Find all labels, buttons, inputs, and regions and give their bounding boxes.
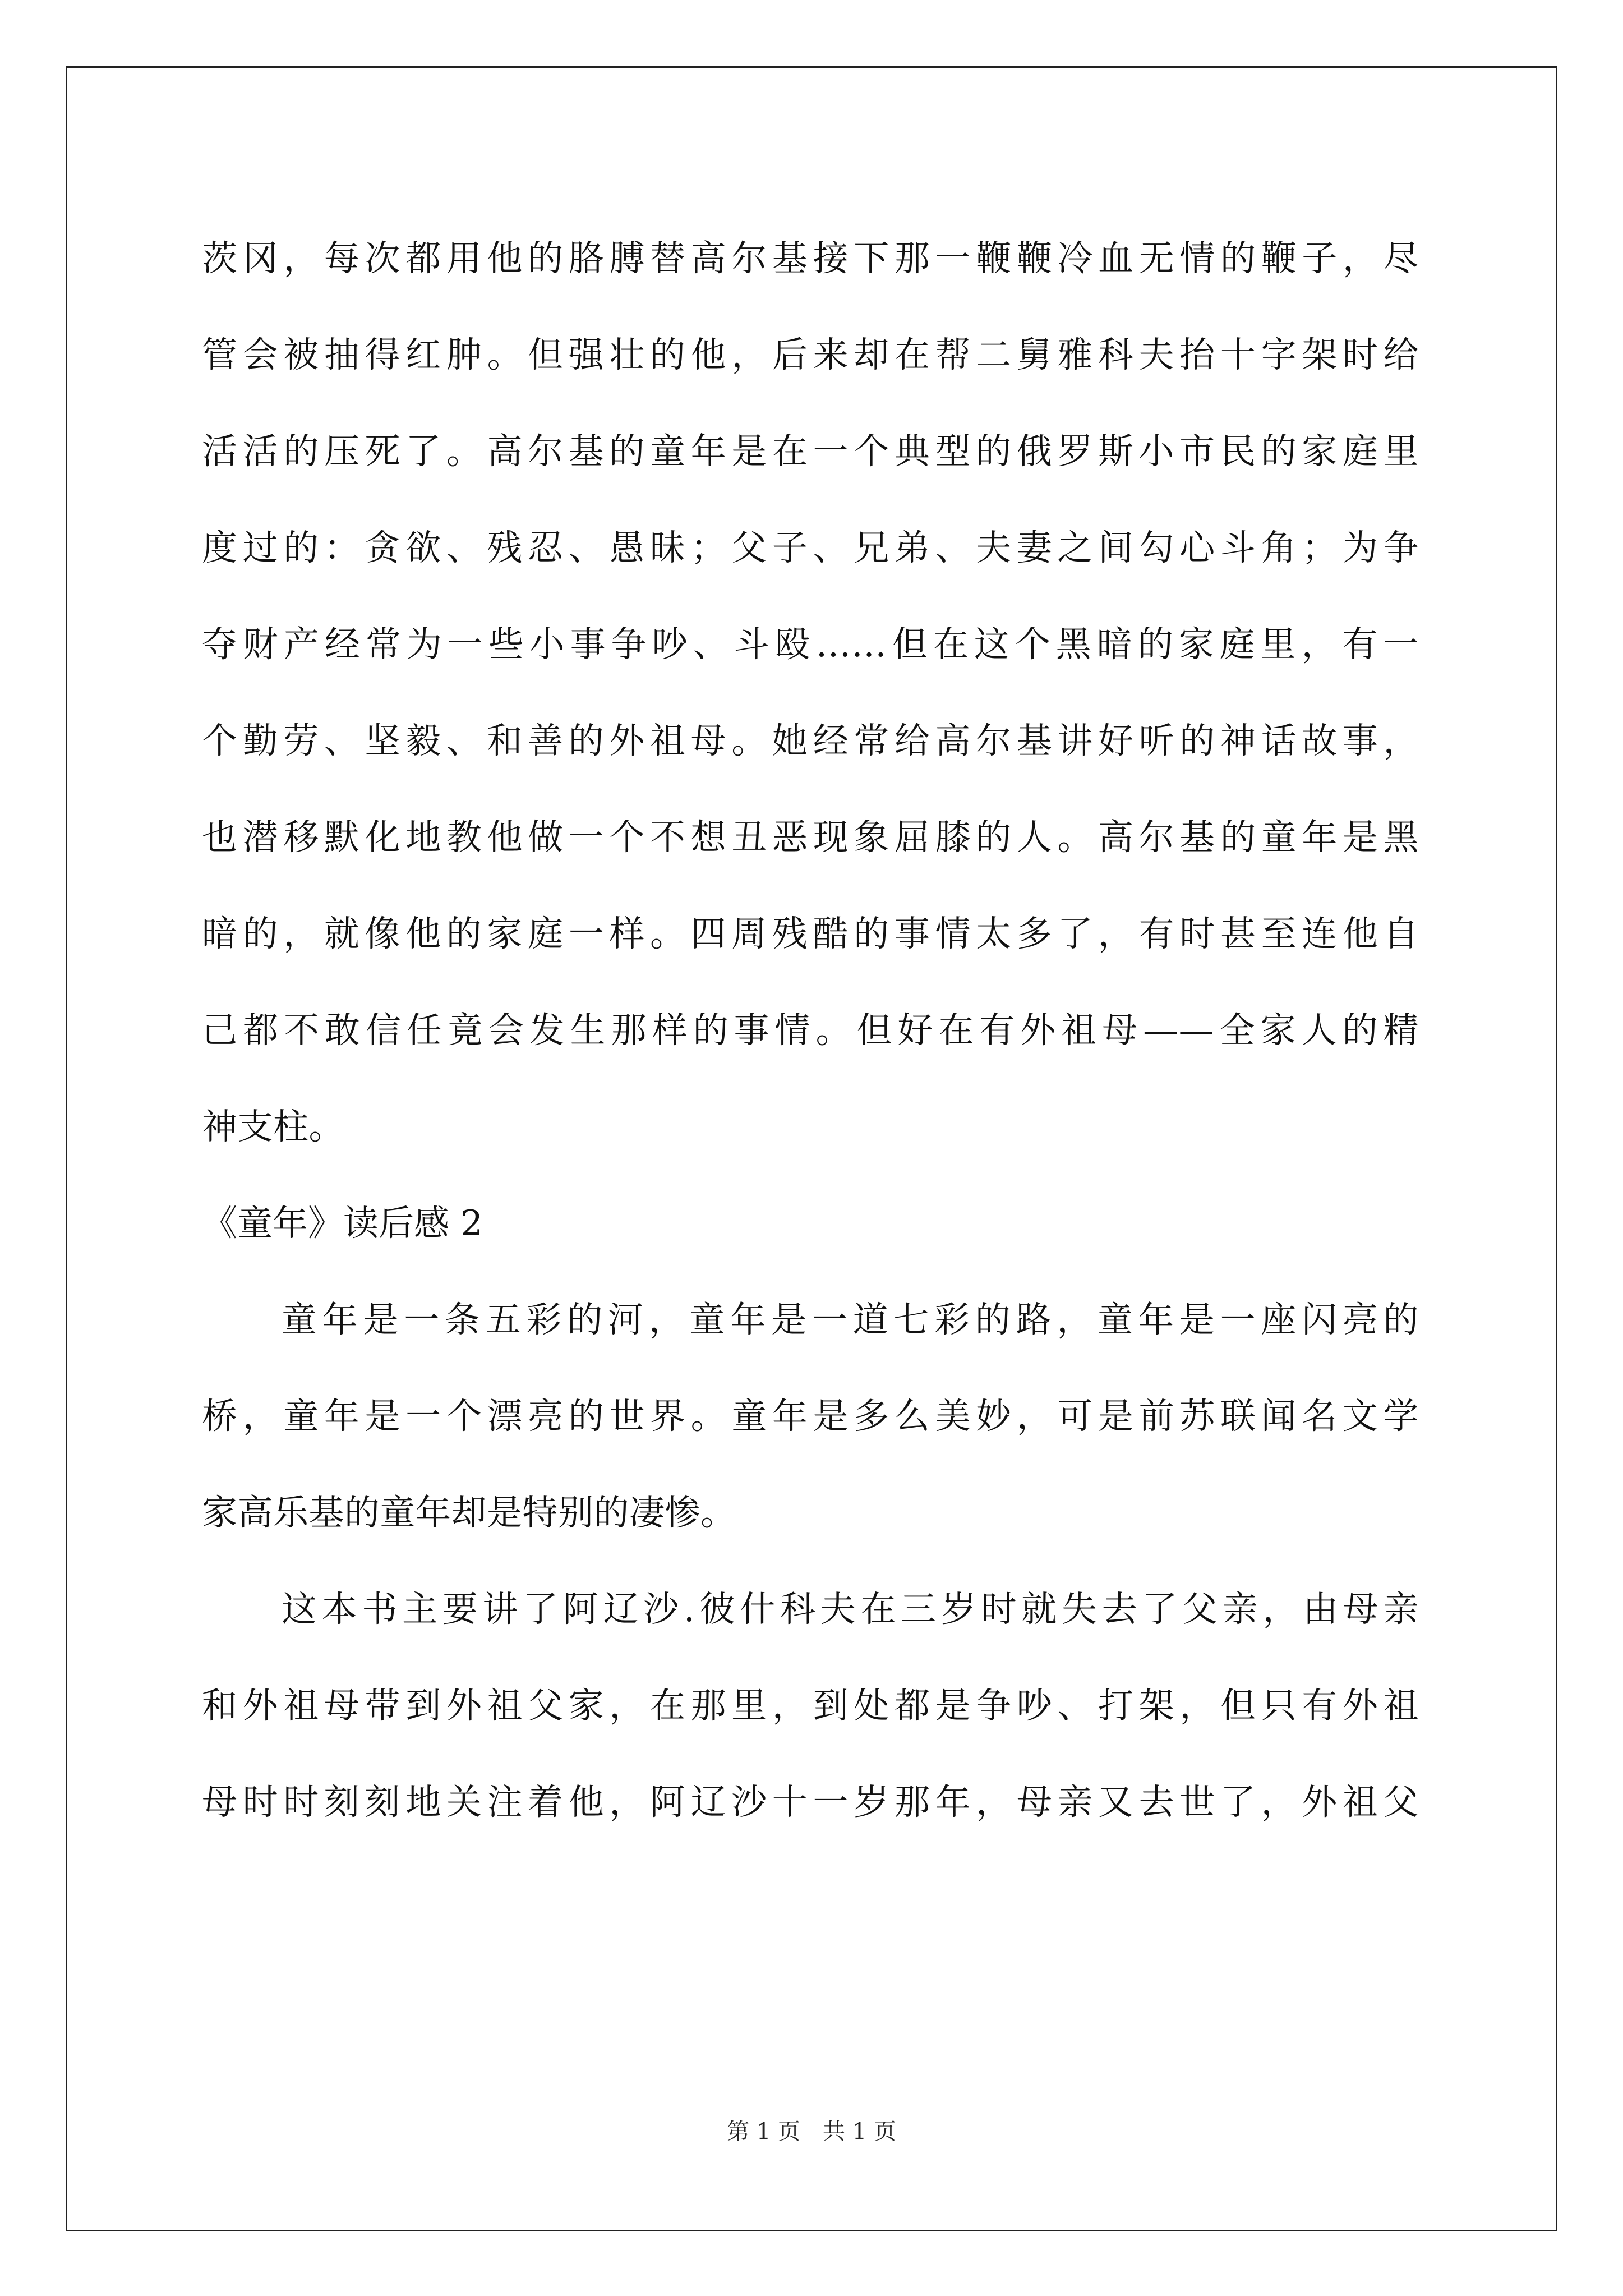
text-line: 童年是一条五彩的河，童年是一道七彩的路，童年是一座闪亮的 [282,1299,1419,1340]
text-line: 夺财产经常为一些小事争吵、斗殴……但在这个黑暗的家庭里，有一 [202,624,1419,665]
text-line: 也潜移默化地教他做一个不想丑恶现象屈膝的人。高尔基的童年是黑 [202,817,1419,858]
text-line: 茨冈，每次都用他的胳膊替高尔基接下那一鞭鞭冷血无情的鞭子，尽 [202,238,1419,279]
text-line: 家高乐基的童年却是特别的凄惨。 [202,1492,736,1533]
text-line: 个勤劳、坚毅、和善的外祖母。她经常给高尔基讲好听的神话故事， [202,720,1419,761]
text-line: 暗的，就像他的家庭一样。四周残酷的事情太多了，有时甚至连他自 [202,913,1419,954]
paragraph-2 [202,1272,1419,1561]
text-line: 母时时刻刻地关注着他，阿辽沙十一岁那年，母亲又去世了，外祖父 [202,1782,1419,1823]
text-line: 活活的压死了。高尔基的童年是在一个典型的俄罗斯小市民的家庭里 [202,431,1419,472]
text-line: 度过的：贪欲、残忍、愚昧；父子、兄弟、夫妻之间勾心斗角；为争 [202,527,1419,568]
text-line: 神支柱。 [202,1106,344,1147]
text-line: 和外祖母带到外祖父家，在那里，到处都是争吵、打架，但只有外祖 [202,1685,1419,1726]
text-line: 管会被抽得红肿。但强壮的他，后来却在帮二舅雅科夫抬十字架时给 [202,334,1419,375]
section-title: 《童年》读后感 2 [202,1203,483,1244]
page-footer: 第 1 页 共 1 页 [727,2119,896,2145]
text-line: 这本书主要讲了阿辽沙.彼什科夫在三岁时就失去了父亲，由母亲 [282,1589,1419,1630]
paragraph-3 [202,1561,1419,1851]
text-line: 己都不敢信任竟会发生那样的事情。但好在有外祖母——全家人的精 [202,1010,1419,1051]
document-body [202,210,1419,1851]
paragraph-1 [202,210,1419,1175]
text-line: 桥，童年是一个漂亮的世界。童年是多么美妙，可是前苏联闻名文学 [202,1396,1419,1437]
